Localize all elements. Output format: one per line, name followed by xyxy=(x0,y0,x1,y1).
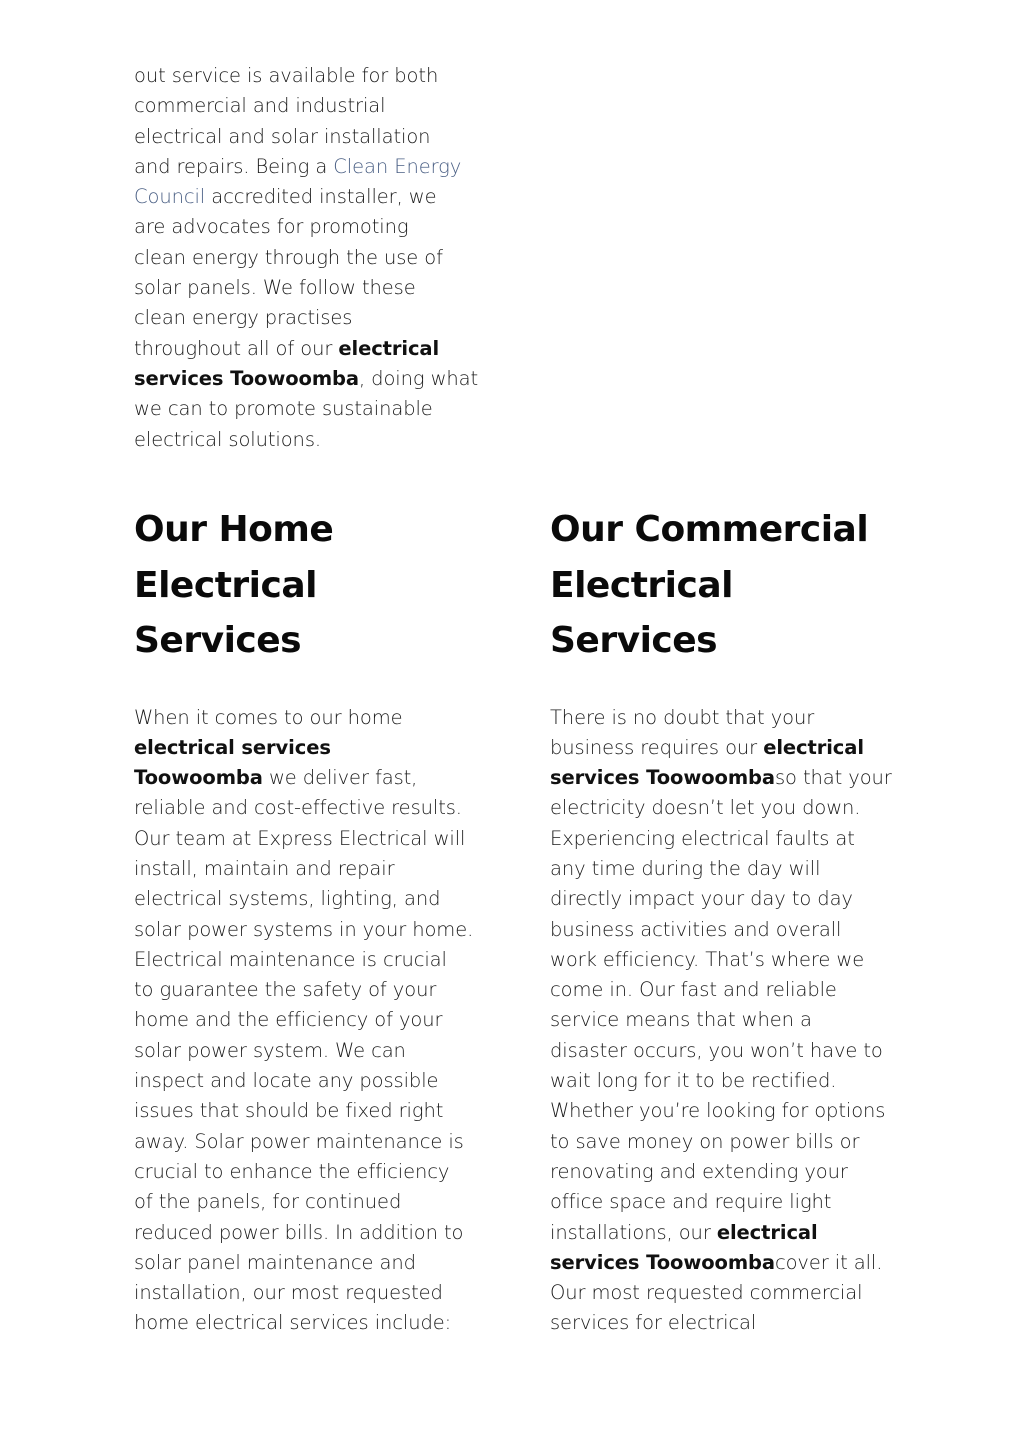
text-line xyxy=(134,945,474,975)
commercial-services-heading xyxy=(550,502,890,669)
text-run: to guarantee the safety of your xyxy=(134,978,437,1002)
text-line xyxy=(134,1036,474,1066)
text-line xyxy=(134,793,474,823)
bold-keyword: Toowoomba xyxy=(134,766,263,790)
text-run: directly impact your day to day xyxy=(550,887,853,911)
heading-line: Services xyxy=(550,620,718,661)
bold-keyword: electrical xyxy=(716,1220,818,1244)
text-line xyxy=(134,1187,474,1217)
text-run: work efficiency. That’s where we xyxy=(550,947,865,971)
text-line xyxy=(550,1157,890,1187)
text-line xyxy=(550,1005,890,1035)
text-line xyxy=(134,122,474,152)
text-run: solar power systems in your home. xyxy=(134,917,474,941)
text-line xyxy=(134,854,474,884)
text-line xyxy=(134,733,474,763)
text-run: installations, our xyxy=(550,1220,717,1244)
text-line xyxy=(134,884,474,914)
text-run: disaster occurs, you won’t have to xyxy=(550,1038,883,1062)
text-line xyxy=(134,915,474,945)
text-line xyxy=(550,763,890,793)
heading-line: Electrical xyxy=(134,564,317,606)
bold-keyword: electrical xyxy=(338,336,440,360)
text-line xyxy=(550,703,890,733)
text-line xyxy=(550,1248,890,1278)
text-line xyxy=(134,1218,474,1248)
text-run: renovating and extending your xyxy=(550,1159,848,1183)
home-services-heading xyxy=(134,502,474,669)
text-run: Electrical maintenance is crucial xyxy=(134,947,447,971)
text-run: home electrical services include: xyxy=(134,1311,452,1335)
text-run: accredited installer, we xyxy=(205,185,437,209)
text-line xyxy=(134,1248,474,1278)
text-line xyxy=(134,152,474,182)
commercial-services-paragraph xyxy=(550,703,890,1339)
text-run: reduced power bills. In addition to xyxy=(134,1220,464,1244)
text-line xyxy=(134,394,474,424)
text-run: When it comes to our home xyxy=(134,705,403,729)
bold-keyword: electrical xyxy=(763,735,864,759)
heading-line: Our Commercial xyxy=(550,509,869,550)
text-run: of the panels, for continued xyxy=(134,1190,402,1214)
text-line xyxy=(550,945,890,975)
home-services-paragraph xyxy=(134,703,474,1339)
text-line xyxy=(134,303,474,333)
text-run: Experiencing electrical faults at xyxy=(550,826,855,850)
heading-line: Our Home xyxy=(134,509,334,550)
text-line xyxy=(134,1096,474,1126)
text-line xyxy=(134,1127,474,1157)
text-run: Whether you’re looking for options xyxy=(550,1099,886,1123)
text-line xyxy=(550,793,890,823)
text-run: clean energy practises xyxy=(134,306,353,330)
clean-energy-council-link[interactable]: Council xyxy=(134,185,206,209)
text-line xyxy=(134,243,474,273)
text-run: solar panel maintenance and xyxy=(134,1250,416,1274)
text-run: electricity doesn’t let you down. xyxy=(550,796,861,820)
text-line xyxy=(134,182,474,212)
text-run: Our team at Express Electrical will xyxy=(134,826,466,850)
heading-line: Electrical xyxy=(550,564,733,606)
text-run: so that your xyxy=(774,766,892,790)
text-run: commercial and industrial xyxy=(134,94,386,118)
text-line xyxy=(550,1278,890,1308)
text-run: are advocates for promoting xyxy=(134,215,409,239)
bold-keyword: services Toowoomba xyxy=(550,766,775,790)
text-run: There is no doubt that your xyxy=(550,705,815,729)
text-line xyxy=(550,1066,890,1096)
text-line xyxy=(550,1036,890,1066)
text-run: installation, our most requested xyxy=(134,1281,443,1305)
text-run: office space and require light xyxy=(550,1190,832,1214)
text-run: reliable and cost-effective results. xyxy=(134,796,462,820)
commercial-services-section xyxy=(550,502,890,1339)
text-run: come in. Our fast and reliable xyxy=(550,978,837,1002)
text-run: solar panels. We follow these xyxy=(134,276,416,300)
intro-paragraph xyxy=(134,61,479,455)
text-run: crucial to enhance the efficiency xyxy=(134,1159,450,1183)
text-line xyxy=(134,1278,474,1308)
bold-keyword: services Toowoomba xyxy=(550,1250,775,1274)
text-line xyxy=(134,425,474,455)
home-services-section xyxy=(134,502,474,1339)
text-line xyxy=(550,1187,890,1217)
text-run: we can to promote sustainable xyxy=(134,397,433,421)
text-line xyxy=(134,61,474,91)
text-line xyxy=(550,884,890,914)
text-line xyxy=(550,733,890,763)
text-run: to save money on power bills or xyxy=(550,1129,860,1153)
text-run: and repairs. Being a xyxy=(134,154,334,178)
bold-keyword: services Toowoomba xyxy=(134,366,359,390)
text-run: electrical systems, lighting, and xyxy=(134,887,441,911)
text-line xyxy=(550,915,890,945)
text-run: wait long for it to be rectified. xyxy=(550,1069,837,1093)
text-run: business activities and overall xyxy=(550,917,842,941)
text-run: clean energy through the use of xyxy=(134,245,443,269)
text-run: we deliver fast, xyxy=(262,766,418,790)
text-run: electrical solutions. xyxy=(134,427,321,451)
text-line xyxy=(134,91,474,121)
text-run: Our most requested commercial xyxy=(550,1281,863,1305)
text-line xyxy=(550,1308,890,1338)
text-line xyxy=(134,334,474,364)
text-run: business requires our xyxy=(550,735,764,759)
text-line xyxy=(134,1005,474,1035)
text-line xyxy=(550,824,890,854)
text-line xyxy=(550,1218,890,1248)
text-run: electrical and solar installation xyxy=(134,124,431,148)
text-line xyxy=(134,1066,474,1096)
text-run: any time during the day will xyxy=(550,856,821,880)
text-run: install, maintain and repair xyxy=(134,856,395,880)
text-run: out service is available for both xyxy=(134,64,439,87)
text-line xyxy=(550,854,890,884)
clean-energy-council-link[interactable]: Clean Energy xyxy=(333,154,462,178)
text-run: cover it all. xyxy=(774,1250,883,1274)
text-line xyxy=(134,273,474,303)
text-run: inspect and locate any possible xyxy=(134,1069,439,1093)
text-line xyxy=(134,703,474,733)
text-line xyxy=(550,1127,890,1157)
text-run: issues that should be fixed right xyxy=(134,1099,444,1123)
text-line xyxy=(134,975,474,1005)
text-run: service means that when a xyxy=(550,1008,812,1032)
text-line xyxy=(134,212,474,242)
text-line xyxy=(550,1096,890,1126)
heading-line: Services xyxy=(134,620,302,661)
text-line xyxy=(134,1308,474,1338)
text-line xyxy=(550,975,890,1005)
text-run: throughout all of our xyxy=(134,336,339,360)
bold-keyword: electrical services xyxy=(134,735,331,759)
text-line xyxy=(134,824,474,854)
text-run: solar power system. We can xyxy=(134,1038,406,1062)
text-run: home and the efficiency of your xyxy=(134,1008,443,1032)
text-line xyxy=(134,763,474,793)
text-line xyxy=(134,1157,474,1187)
text-run: , doing what xyxy=(358,366,479,390)
text-run: away. Solar power maintenance is xyxy=(134,1129,464,1153)
text-line xyxy=(134,364,479,394)
text-run: services for electrical xyxy=(550,1311,757,1335)
intro-column xyxy=(134,61,479,455)
